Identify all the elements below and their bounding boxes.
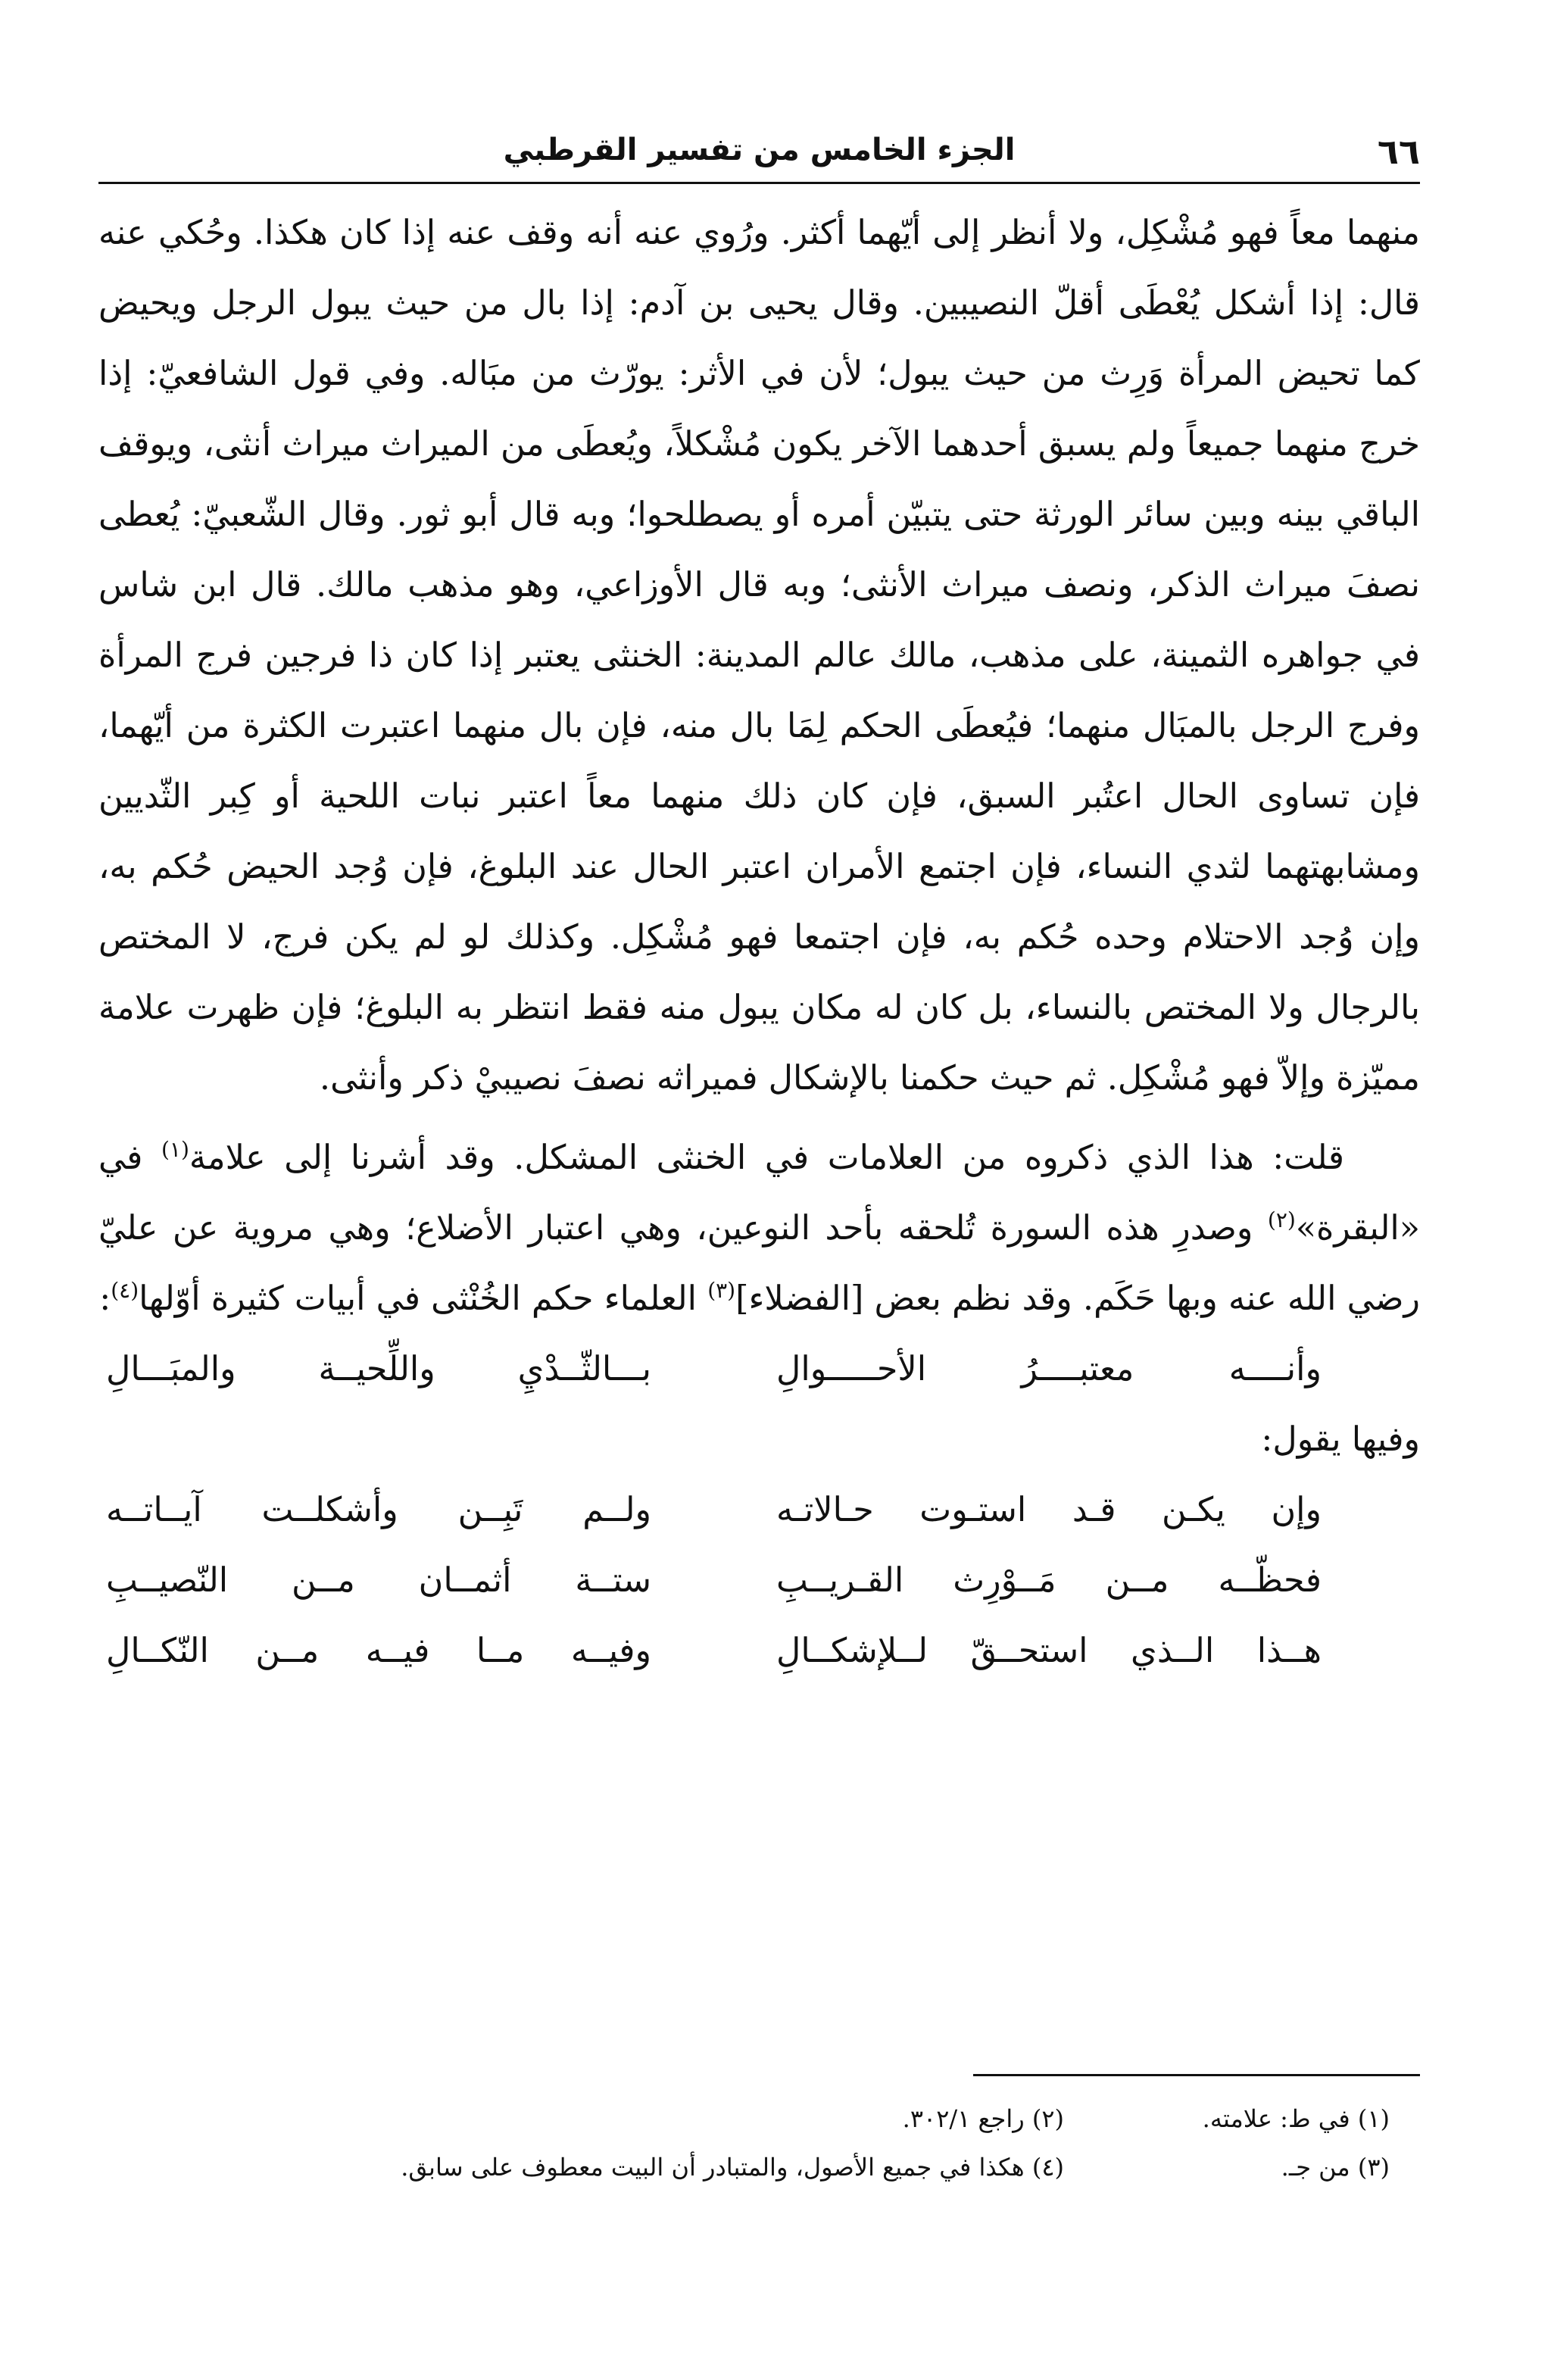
verse-4-first-hemistich: هــذا الــذي استحــقّ لــلإشكــالِ — [776, 1632, 1322, 1670]
footnote-2: (٢) راجع ٣٠٢/١. — [902, 2104, 1064, 2133]
footnotes — [98, 2094, 1420, 2191]
verse-3-first-hemistich: فحظّــه مــن مَــوْرِث القـريــبِ — [776, 1561, 1322, 1600]
poem-verse-1 — [98, 1334, 1420, 1404]
footnote-1: (١) في ط: علامته. — [1202, 2104, 1390, 2133]
footnote-separator — [973, 2074, 1420, 2076]
footnote-ref-1[interactable]: (١) — [161, 1137, 189, 1163]
book-page — [98, 125, 1420, 2182]
poem-verse-3 — [98, 1545, 1420, 1616]
paragraph-2-part-d: العلماء حكم الخُنْثى في أبيات كثيرة أوّلها — [139, 1279, 708, 1318]
verse-4-second-hemistich: وفيــه مــا فيــه مــن النّكــالِ — [106, 1632, 651, 1670]
page-header — [98, 125, 1420, 184]
footnote-row-2 — [98, 2143, 1420, 2191]
footnote-ref-4[interactable]: (٤) — [111, 1278, 139, 1304]
footnote-4: (٤) هكذا في جميع الأصول، والمتبادر أن البيت معطوف على سابق. — [401, 2153, 1064, 2182]
footnote-3: (٣) من جـ. — [1281, 2153, 1390, 2182]
paragraph-1: منهما معاً فهو مُشْكِل، ولا أنظر إلى أيّهما أكثر. ورُوي عنه أنه وقف عنه إذا كان هكذا. وحُكي عنه قال: إذا أشكل يُعْطَى أقلّ النصيبين. وقال يحيى بن آدم: إذا بال من حيث يبول الرجل ويحيض كما تحيض المرأة وَرِث من حيث يبول؛ لأن في الأثر: يورّث من مبَاله. وفي قول الشافعيّ: إذا خرج منهما جميعاً ولم يسبق أحدهما الآخر يكون مُشْكلاً، ويُعطَى من الميراث ميراث أنثى، ويوقف الباقي بينه وبين سائر الورثة حتى يتبيّن أمره أو يصطلحوا؛ وبه قال أبو ثور. وقال الشّعبيّ: يُعطى نصفَ ميراث الذكر، ونصف ميراث الأنثى؛ وبه قال الأوزاعي، وهو مذهب مالك. قال ابن شاس في جواهره الثمينة، على مذهب، مالك عالم المدينة: الخنثى يعتبر إذا كان ذا فرجين فرج المرأة وفرج الرجل بالمبَال منهما؛ فيُعطَى الحكم لِمَا بال منه، فإن بال منهما اعتبرت الكثرة من أيّهما، فإن تساوى الحال اعتُبر السبق، فإن كان ذلك منهما معاً اعتبر نبات اللحية أو كِبر الثّديين ومشابهتهما لثدي النساء، فإن اجتمع الأمران اعتبر الحال عند البلوغ، فإن وُجد الحيض حُكم به، وإن وُجد الاحتلام وحده حُكم به، فإن اجتمعا فهو مُشْكِل. وكذلك لو لم يكن فرج، لا المختص بالرجال ولا المختص بالنساء، بل كان له مكان يبول منه فقط انتظر به البلوغ؛ فإن ظهرت علامة مميّزة وإلاّ فهو مُشْكِل. ثم حيث حكمنا بالإشكال فميراثه نصفَ نصيبيْ ذكر وأنثى. — [98, 214, 1420, 1098]
paragraph-2-part-c: وصدرِ هذه السورة تُلحقه بأحد النوعين، وهي اعتبار الأضلاع؛ وهي مروية عن عليّ رضي الله عنه وبها حَكَم. وقد نظم بعض [الفضلاء] — [98, 1209, 1420, 1318]
poem-verse-2 — [98, 1475, 1420, 1545]
poem-verse-4 — [98, 1616, 1420, 1686]
main-text — [98, 198, 1420, 1686]
paragraph-2-part-e: : — [99, 1279, 111, 1318]
verse-1-second-hemistich: بـــالثّــدْيِ واللِّحيــة والمبَـــالِ — [106, 1350, 651, 1388]
verse-1-first-hemistich: وأنــــه معتبــــرُ الأحـــــوالِ — [776, 1350, 1322, 1388]
verse-2-second-hemistich: ولــم تَبِــن وأشكلــت آيــاتــه — [106, 1491, 651, 1529]
paragraph-2-part-a: قلت: هذا الذي ذكروه من العلامات في الخنثى المشكل. وقد أشرنا إلى علامة — [189, 1138, 1344, 1177]
verse-2-first-hemistich: وإن يكـن قـد استـوت حـالاتـه — [776, 1491, 1322, 1529]
paragraph-2 — [98, 1123, 1420, 1334]
running-title: الجزء الخامس من تفسير القرطبي — [503, 133, 1016, 167]
footnote-ref-2[interactable]: (٢) — [1267, 1207, 1296, 1233]
paragraph-2-part-b: في «البقرة» — [98, 1138, 1420, 1248]
footnote-row-1 — [98, 2094, 1420, 2143]
verse-3-second-hemistich: ستــة أثمــان مــن النّصيــبِ — [106, 1561, 651, 1600]
footnote-ref-3[interactable]: (٣) — [707, 1278, 736, 1304]
poem-intro: وفيها يقول: — [1261, 1420, 1420, 1459]
page-number: ٦٦ — [1377, 131, 1420, 172]
